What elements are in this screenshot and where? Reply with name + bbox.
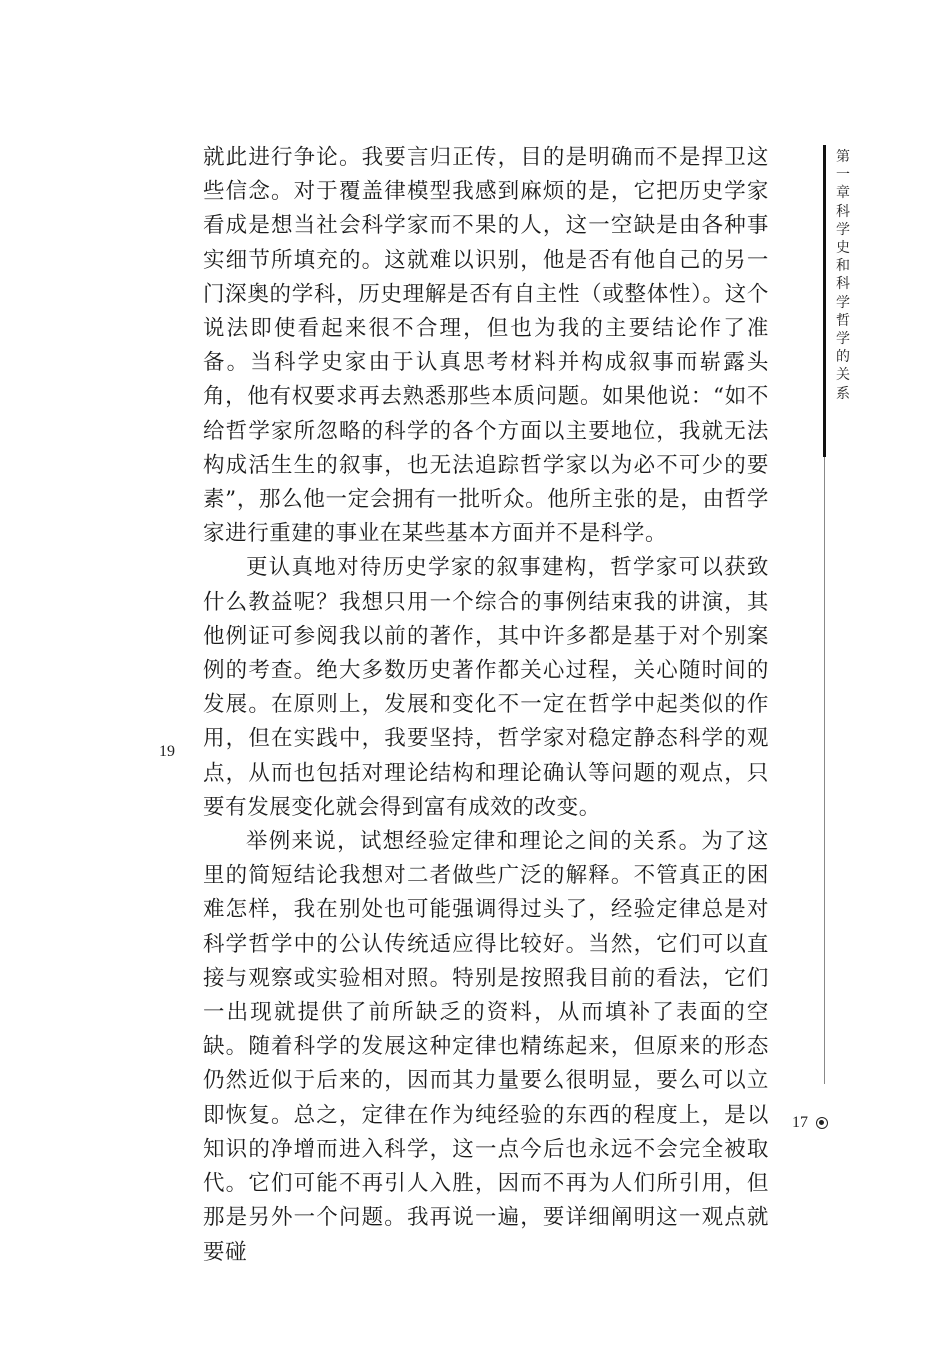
paragraph-3: 举例来说，试想经验定律和理论之间的关系。为了这里的简短结论我想对二者做些广泛的解释。不管真正的困难怎样，我在别处也可能强调得过头了，经验定律总是对科学哲学中的公认传统适应得比较好。当然，它们可以直接与观察或实验相对照。特别是按照我目前的看法，它们一出现就提供了前所缺乏的资料，从而填补了表面的空缺。随着科学的发展这种定律也精练起来，但原来的形态仍然近似于后来的，因而其力量要么很明显，要么可以立即恢复。总之，定律在作为纯经验的东西的程度上，是以知识的净增而进入科学，这一点今后也永远不会完全被取代。它们可能不再引人入胜，因而不再为人们所引用，但那是另外一个问题。我再说一遍，要详细阐明这一观点就要碰 <box>203 829 769 1265</box>
body-text <box>203 141 769 1270</box>
margin-page-reference: 19 <box>159 743 175 760</box>
bullseye-icon <box>816 1117 828 1129</box>
running-head-rule-thin <box>824 457 825 1084</box>
page-footer <box>792 1114 828 1132</box>
paragraph-1: 就此进行争论。我要言归正传，目的是明确而不是捍卫这些信念。对于覆盖律模型我感到麻烦的是，它把历史学家看成是想当社会科学家而不果的人，这一空缺是由各种事实细节所填充的。这就难以识别，他是否有他自己的另一门深奥的学科，历史理解是否有自主性（或整体性）。这个说法即使看起来很不合理，但也为我的主要结论作了准备。当科学史家由于认真思考材料并构成叙事而崭露头角，他有权要求再去熟悉那些本质问题。如果他说：“如不给哲学家所忽略的科学的各个方面以主要地位，我就无法构成活生生的叙事，也无法追踪哲学家以为必不可少的要素”，那么他一定会拥有一批听众。他所主张的是，由哲学家进行重建的事业在某些基本方面并不是科学。 <box>203 145 769 547</box>
running-head-chapter-label: 第一章 科学史和科学哲学的关系 <box>836 149 864 402</box>
running-head-rule-thick <box>823 145 826 457</box>
page-number: 17 <box>792 1114 808 1131</box>
paragraph-2: 更认真地对待历史学家的叙事建构，哲学家可以获致什么教益呢？我想只用一个综合的事例结束我的讲演，其他例证可参阅我以前的著作，其中许多都是基于对个别案例的考查。绝大多数历史著作都关心过程，关心随时间的发展。在原则上，发展和变化不一定在哲学中起类似的作用，但在实践中，我要坚持，哲学家对稳定静态科学的观点，从而也包括对理论结构和理论确认等问题的观点，只要有发展变化就会得到富有成效的改变。 <box>203 555 769 820</box>
